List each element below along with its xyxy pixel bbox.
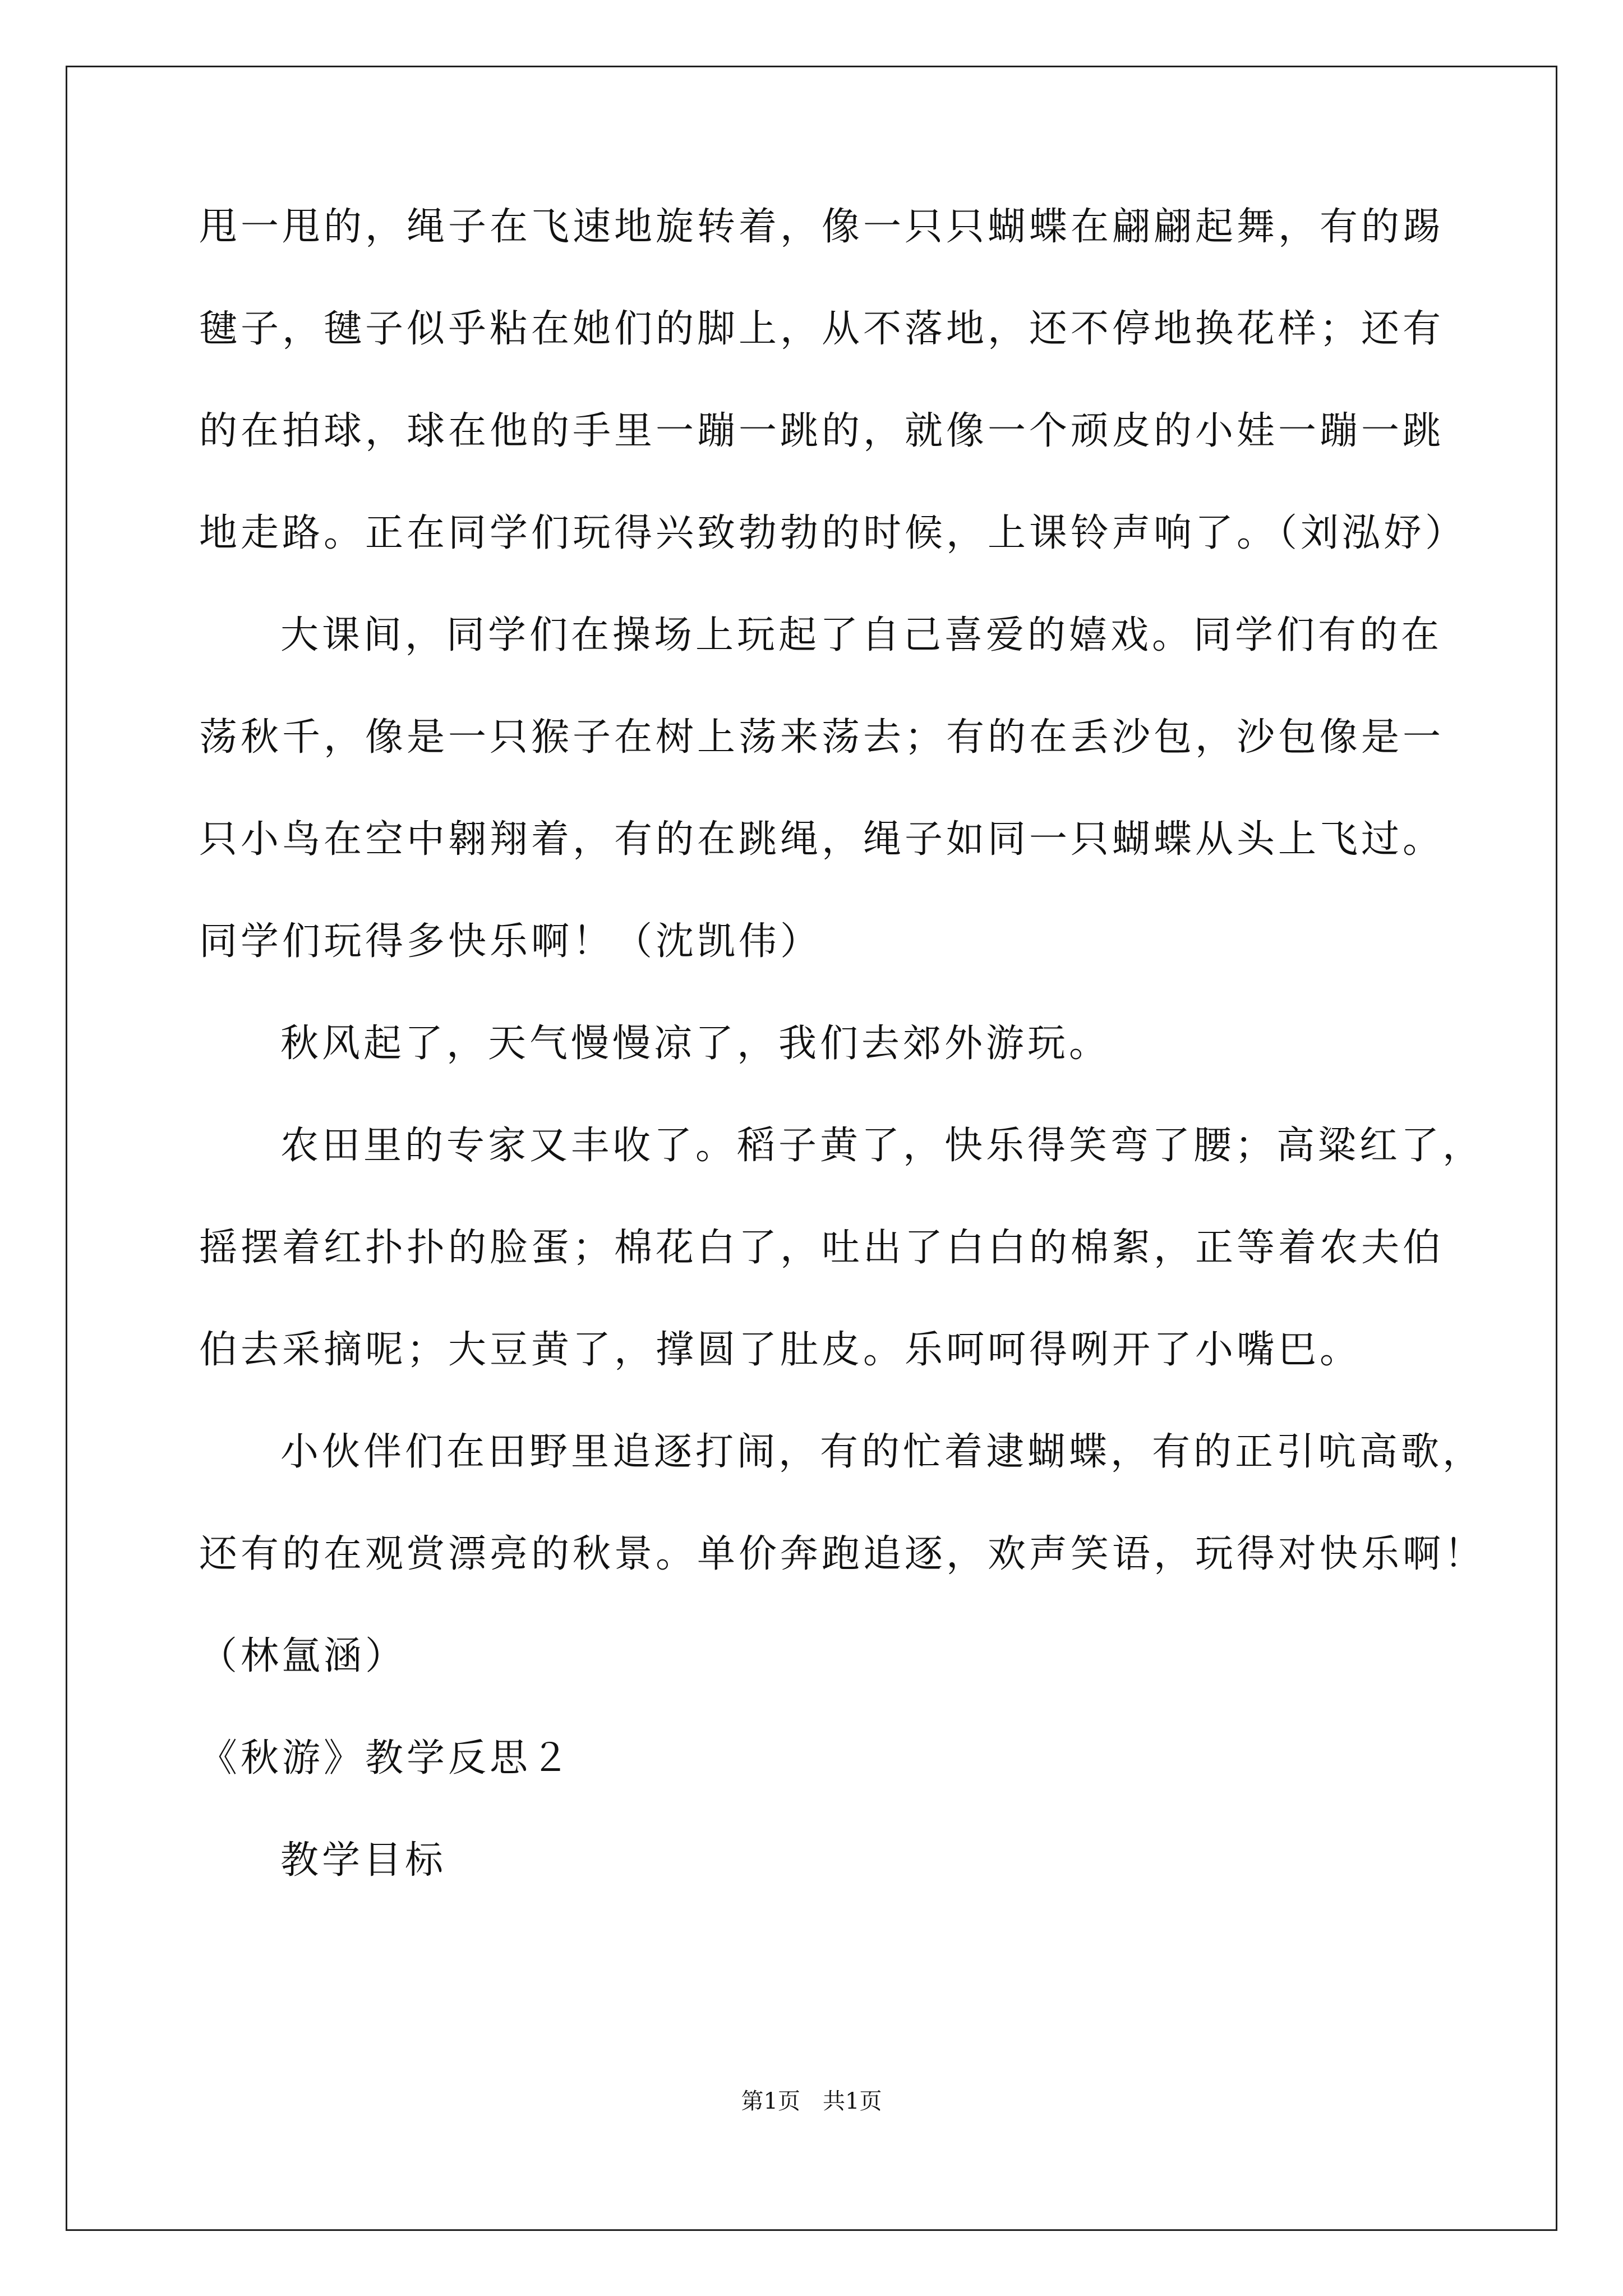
text-line: 荡秋千，像是一只猴子在树上荡来荡去；有的在丢沙包，沙包像是一 — [199, 715, 1445, 760]
text-line: 同学们玩得多快乐啊！（沈凯伟） — [199, 919, 822, 964]
text-line: 只小鸟在空中翱翔着，有的在跳绳，绳子如同一只蝴蝶从头上飞过。 — [199, 817, 1445, 862]
author-attribution: （林氲涵） — [199, 1634, 407, 1678]
text-line: 还有的在观赏漂亮的秋景。单价奔跑追逐，欢声笑语，玩得对快乐啊！ — [199, 1532, 1486, 1576]
subheading: 教学目标 — [280, 1838, 447, 1883]
text-line: 甩一甩的，绳子在飞速地旋转着，像一只只蝴蝶在翩翩起舞，有的踢 — [199, 205, 1445, 249]
text-line: 摇摆着红扑扑的脸蛋；棉花白了，吐出了白白的棉絮，正等着农夫伯 — [199, 1226, 1445, 1270]
text-line: 的在拍球，球在他的手里一蹦一跳的，就像一个顽皮的小娃一蹦一跳 — [199, 409, 1445, 453]
paragraph-start-line: 农田里的专家又丰收了。稻子黄了，快乐得笑弯了腰；高粱红了， — [280, 1124, 1484, 1168]
text-line: 毽子，毽子似乎粘在她们的脚上，从不落地，还不停地换花样；还有 — [199, 307, 1445, 351]
page-footer: 第1页 共1页 — [741, 2088, 882, 2114]
section-heading: 《秋游》教学反思２ — [199, 1736, 573, 1780]
document-body — [199, 205, 1506, 1943]
paragraph-start-line: 大课间，同学们在操场上玩起了自己喜爱的嬉戏。同学们有的在 — [280, 613, 1443, 657]
text-line: 地走路。正在同学们玩得兴致勃勃的时候，上课铃声响了。（刘泓妤） — [199, 511, 1467, 555]
text-line: 伯去采摘呢；大豆黄了，撑圆了肚皮。乐呵呵得咧开了小嘴巴。 — [199, 1328, 1362, 1372]
paragraph-start-line: 小伙伴们在田野里追逐打闹，有的忙着逮蝴蝶，有的正引吭高歌， — [280, 1430, 1484, 1474]
paragraph-start-line: 秋风起了，天气慢慢凉了，我们去郊外游玩。 — [280, 1022, 1111, 1066]
